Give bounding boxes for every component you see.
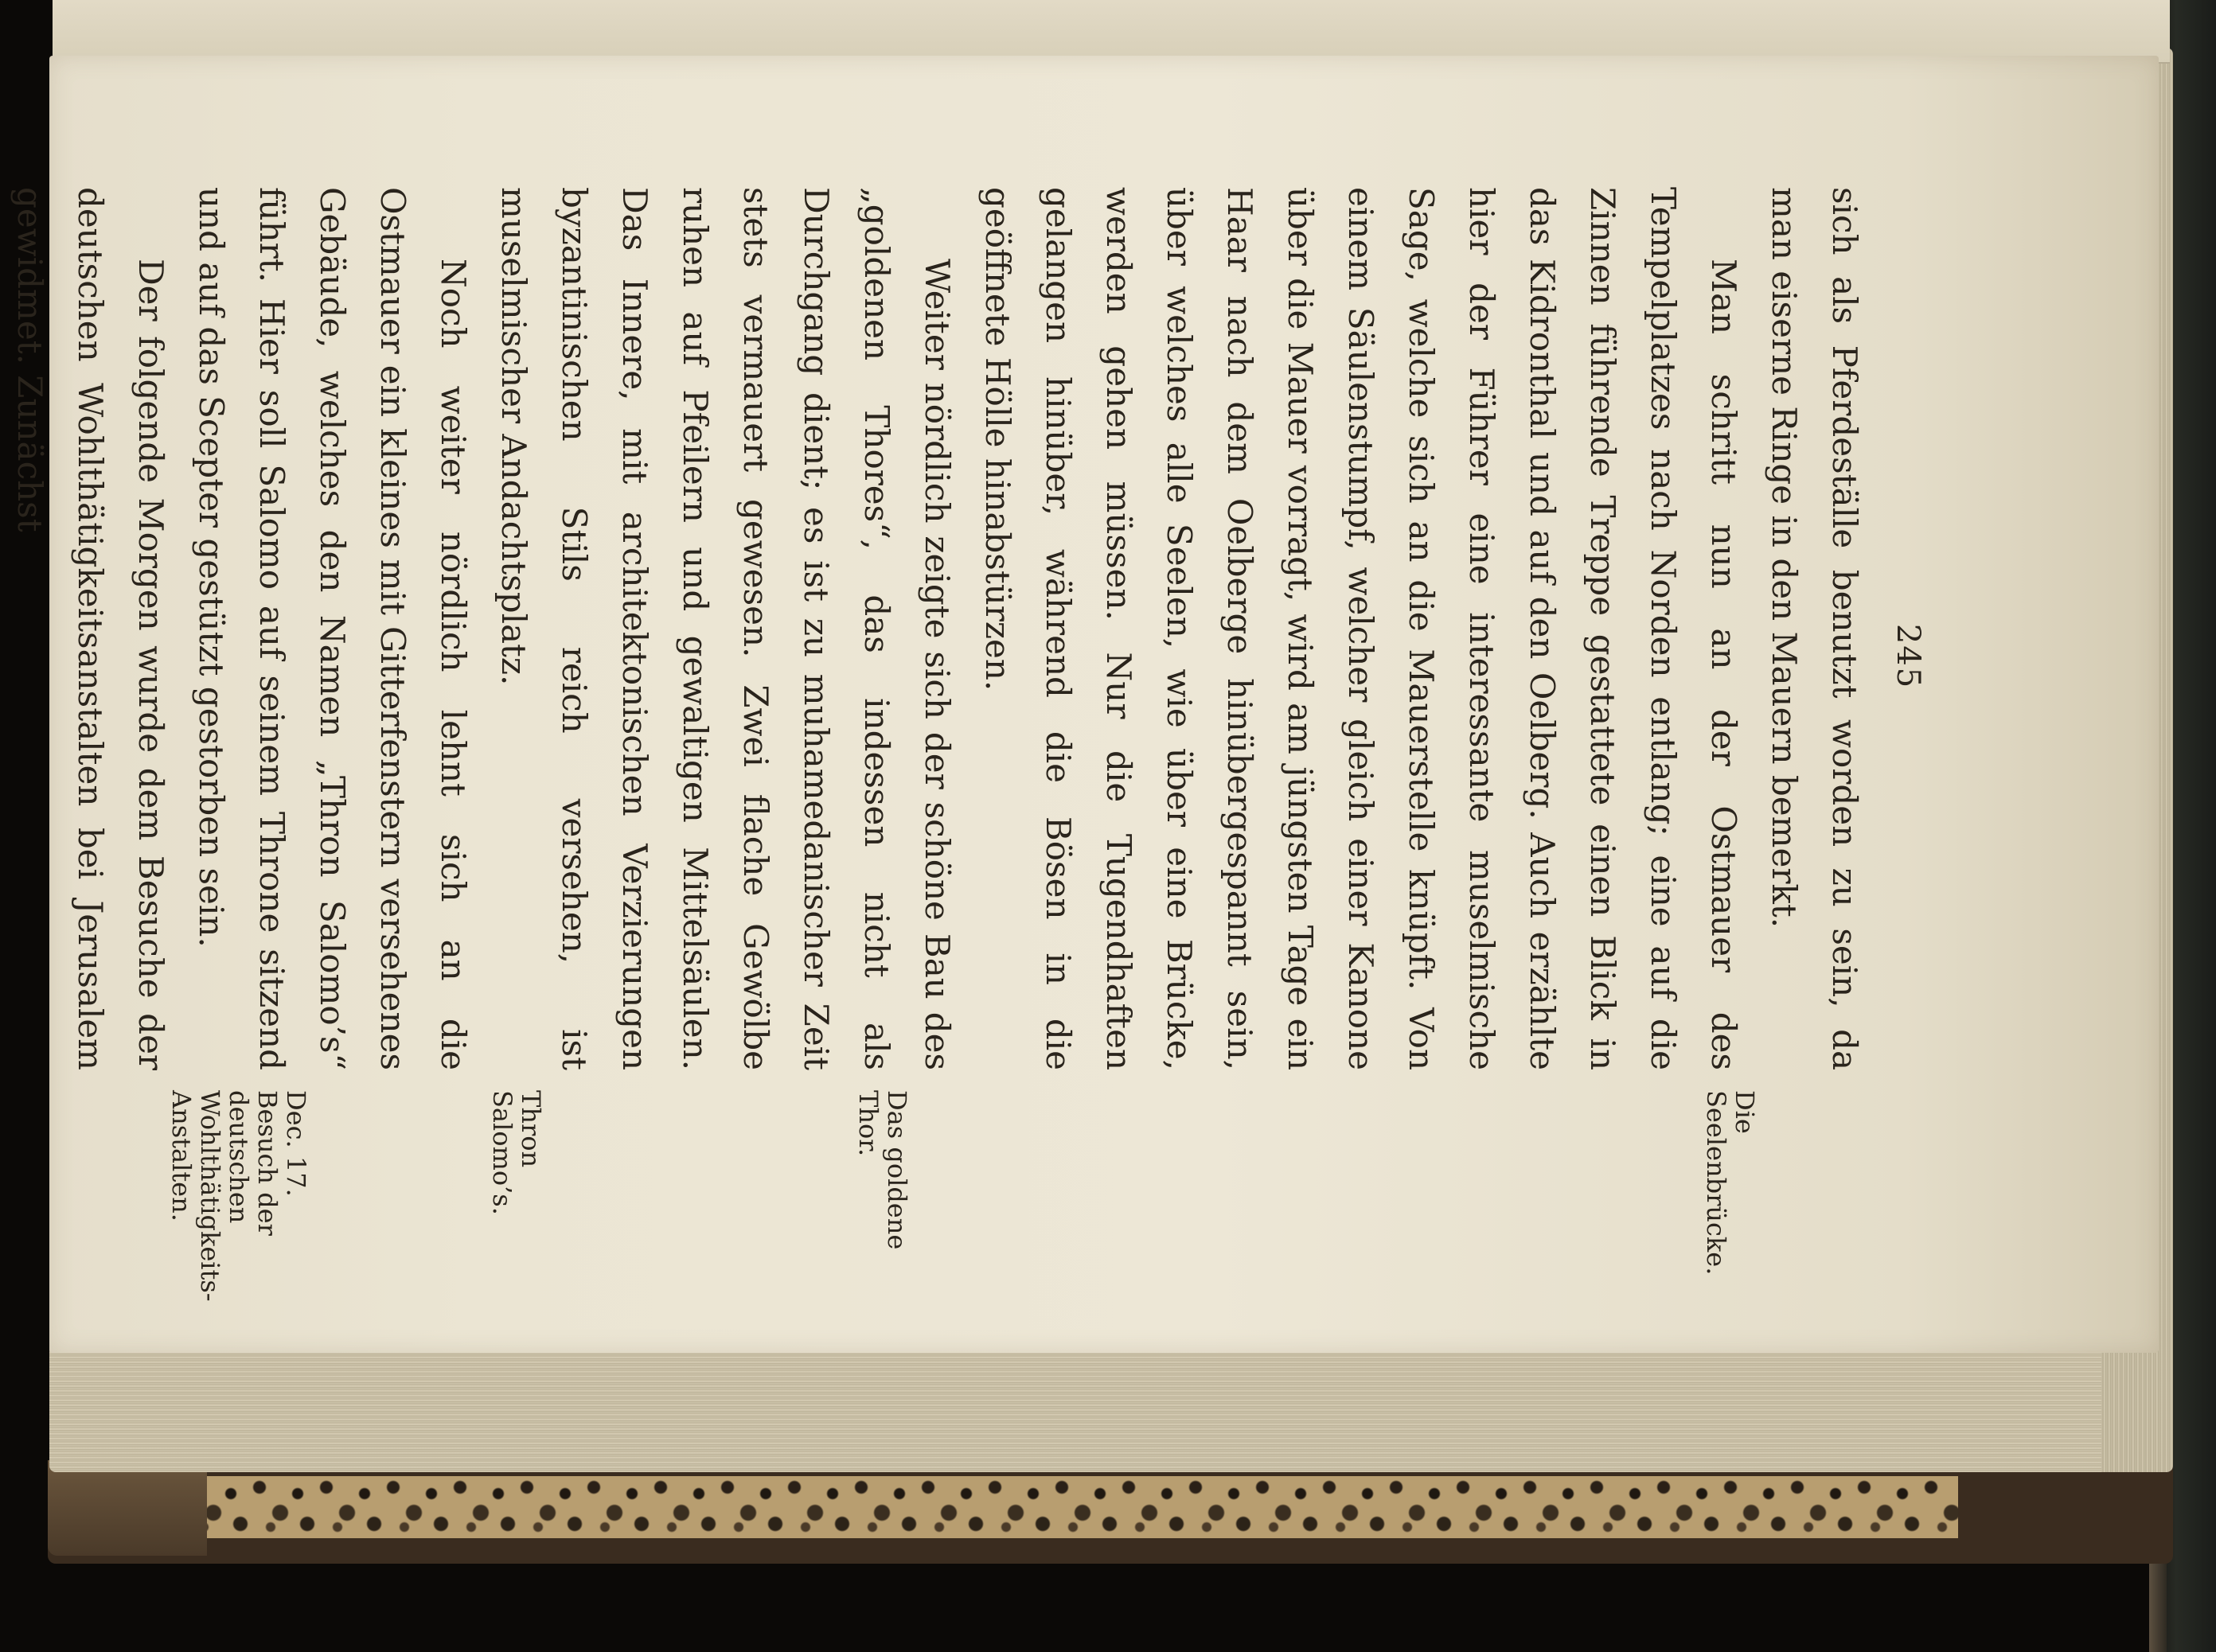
marbled-page-edges bbox=[183, 1476, 1958, 1538]
paragraph-4: Noch weiter nördlich lehnt sich an die Ostmauer ein kleines mit Gitterfenstern versehenes Gebäude, welches den Namen „Thron Salomo’s“ führt. Hier soll Salomo auf seinem Throne sitzend und auf das Scepter gestützt gestorben sein. bbox=[192, 187, 473, 1070]
paragraph-3: Weiter nördlich zeigte sich der schöne Bau des „goldenen Thores“, das indessen nicht als Durchgang dient; es ist zu muhamedanischer Zeit stets vermauert gewesen. Zwei flache Gewölbe ruhen auf Pfeilern und gewaltigen Mittelsäulen. Das Innere, mit architektonischen Verzierungen byzantinischen Stils reich versehen, ist muselmischer Andachtsplatz. bbox=[494, 187, 957, 1070]
margin-note-dec-17: Dec. 17. Besuch der deutschen Wohlthätigkeits-Anstalten. bbox=[166, 1090, 311, 1302]
page-stack-edge bbox=[49, 1345, 2167, 1472]
paragraph-5: Der folgende Morgen wurde dem Besuche der deutschen Wohlthätigkeitsanstalten bei Jerusalem gewidmet. Zunächst bbox=[10, 187, 170, 1070]
previous-page-edge bbox=[53, 0, 2170, 64]
margin-note-seelenbruecke: Die Seelenbrücke. bbox=[1701, 1090, 1760, 1276]
body-text bbox=[0, 187, 1875, 1070]
margin-note-thron-salomos: Thron Salomo’s. bbox=[487, 1090, 546, 1215]
paragraph-1: sich als Pferdeställe benutzt worden zu sein, da man eiserne Ringe in den Mauern bemerkt. bbox=[1765, 187, 1864, 1070]
page-number: 245 bbox=[1890, 623, 1926, 690]
cover-corner bbox=[48, 1460, 207, 1556]
page-content-rotated bbox=[10, 99, 1942, 1349]
paragraph-2: Man schritt nun an der Ostmauer des Tempelplatzes nach Norden entlang; eine auf die Zinnen führende Treppe gestattete einen Blick in das Kidronthal und auf den Oelberg. Auch erzählte hier der Führer eine interessante muselmische Sage, welche sich an die Mauerstelle knüpft. Von einem Säulenstumpf, welcher gleich einer Kanone über die Mauer vorragt, wird am jüngsten Tage ein Haar nach dem Oelberge hinübergespannt sein, über welches alle Seelen, wie über eine Brücke, werden gehen müssen. Nur die Tugendhaften gelangen hinüber, während die Bösen in die geöffnete Hölle hinabstürzen. bbox=[978, 187, 1743, 1070]
margin-note-goldenes-thor: Das goldene Thor. bbox=[853, 1090, 912, 1250]
